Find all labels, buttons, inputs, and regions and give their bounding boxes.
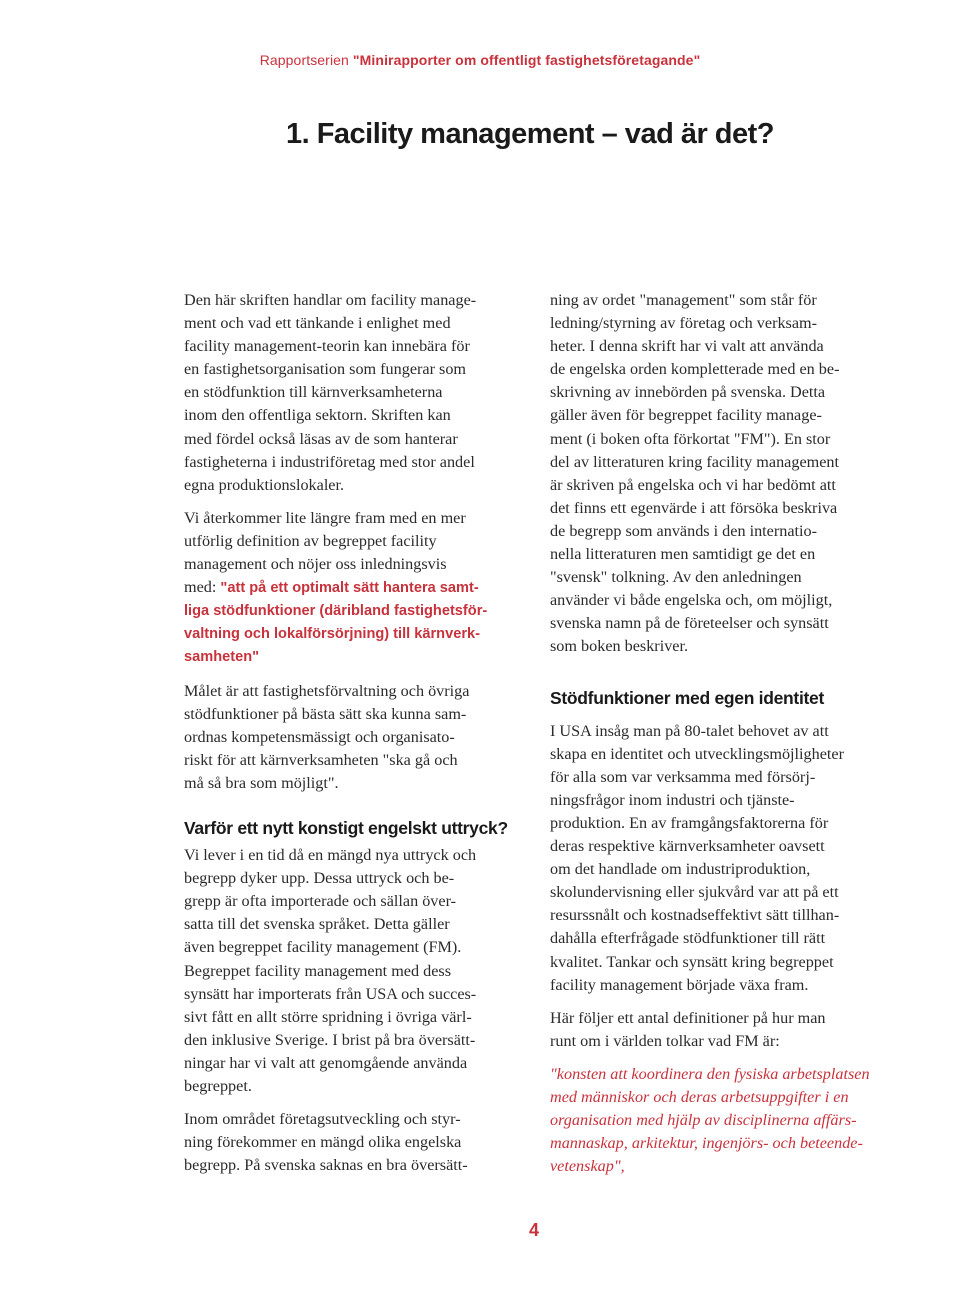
definition-highlight: "att på ett optimalt sätt hantera samt- <box>220 580 479 597</box>
definition-paragraph: Vi återkommer lite längre fram med en mer utförlig definition av begreppet facility management och nöjer oss inledningsvis med: "att på ett optimalt sätt hantera samt- liga stödfunktioner (däribland fastighetsför- valtning och lokalförsörjning) till kärnverk- samheten" <box>184 508 488 666</box>
goal-paragraph: Målet är att fastighetsförvaltning och övriga stödfunktioner på bästa sätt ska kunna sam- ordnas kompetensmässigt och organisato- riskt för att kärnverksamheten "ska gå och må så bra som möjligt". <box>184 681 470 792</box>
series-prefix: Rapportserien <box>259 52 353 68</box>
intro-paragraph: Den här skriften handlar om facility manage- ment och vad ett tänkande i enlighet med facility management-teorin kan innebära för en fastighetsorganisation som fungerar som en stödfunktion till kärnverksamheterna inom den offentliga sektorn. Skriften kan med fördel också läsas av de som hanterar fastigheterna i industriföretag med stor andel egna produktionslokaler. <box>184 291 477 494</box>
terms-paragraph: Vi lever i en tid då en mängd nya uttryck och begrepp dyker upp. Dessa uttryck och be- grepp är ofta importerade och sällan över- satta till det svenska språket. Detta gäller även begreppet facility management (FM). Begreppet facility management med dess synsätt har importerats från USA och succes- sivt fått en allt större spridning i övriga värl- den inklusive Sverige. I brist på bra översätt- ningar har vi valt att genomgående använda begreppet. <box>184 846 477 1095</box>
management-continued-paragraph: ning av ordet "management" som står för ledning/styrning av företag och verksam- heter. I denna skrift har vi valt att använda de engelska orden kompletterade med en be- skrivning av innebörden på svenska. Detta gäller även för begreppet facility manage- ment (i boken ofta förkortat "FM"). En stor del av litteraturen kring facility management är skriven på engelska och vi har bedömt att det finns ett egenvärde i att försöka beskriva de begrepp som används i den internatio- nella litteraturen men samtidigt ge det en "svensk" tolkning. Av den anledningen använder vi både engelska och, om möjligt, svenska namn på de företeelser och synsätt som boken beskriver. <box>550 291 840 656</box>
page-number: 4 <box>528 1220 539 1240</box>
running-header <box>0 52 960 68</box>
page-title: 1. Facility management – vad är det? <box>285 118 775 150</box>
management-paragraph: Inom området företagsutveckling och styr- ning förekommer en mängd olika engelska begrepp. På svenska saknas en bra översätt- <box>184 1110 468 1175</box>
definitions-intro-paragraph: Här följer ett antal definitioner på hur man runt om i världen tolkar vad FM är: <box>550 1008 826 1050</box>
subheading-support-identity: Stödfunktioner med egen identitet <box>550 687 824 708</box>
usa-paragraph: I USA insåg man på 80-talet behovet av att skapa en identitet och utvecklingsmöjligheter för alla som var verksamma med försörj- ningsfrågor inom industri och tjänste- produktion. En av framgångsfaktorerna för deras respektive kärnverksamheter oavsett om det handlade om industriproduktion, skolundervisning eller sjukvård var att på ett resurssnålt och kostnadseffektivt sätt tillhan- dahålla efterfrågade stödfunktioner till rätt kvalitet. Tankar och synsätt kring begreppet facility management började växa fram. <box>550 721 844 994</box>
right-column <box>550 289 890 1178</box>
series-title: "Minirapporter om offentligt fastighetsföretagande" <box>352 52 701 68</box>
definition-quote: "konsten att koordinera den fysiska arbetsplatsen med människor och deras arbetsuppgifter i en organisation med hjälp av disciplinerna affärs- mannaskap, arkitektur, ingenjörs- och beteende- vetenskap", <box>550 1064 870 1176</box>
subheading-why-english: Varför ett nytt konstigt engelskt uttryck? <box>184 817 508 838</box>
left-column <box>184 289 524 1177</box>
